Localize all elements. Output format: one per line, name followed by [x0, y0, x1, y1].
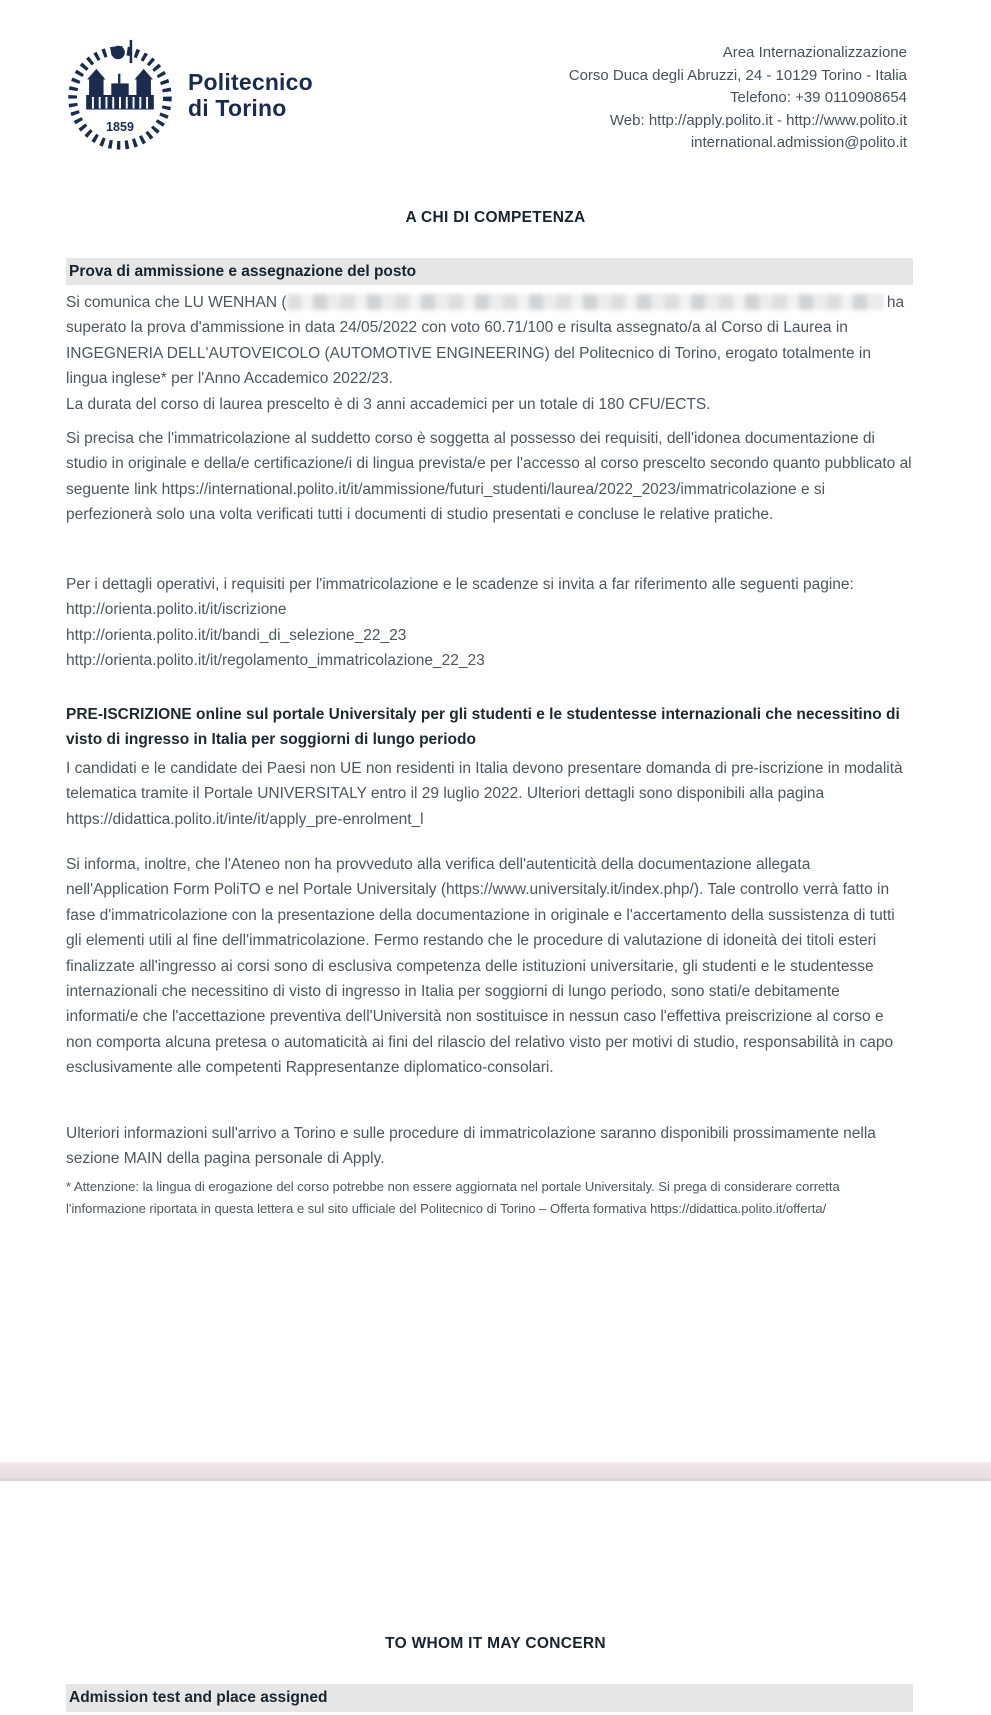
- paragraph-reference-pages-intro: Per i dettagli operativi, i requisiti per l'immatricolazione e le scadenze si invita a far riferimento alle seguenti pagine:: [66, 576, 854, 593]
- link-bandi-di-selezione[interactable]: http://orienta.polito.it/it/bandi_di_selezione_22_23: [66, 626, 407, 644]
- paragraph-admission-lead: Si comunica che LU WENHAN (: [66, 294, 287, 311]
- paragraph-admission-rest: ha superato la prova d'ammissione in data 24/05/2022 con voto 60.71/100 e risulta assegnato/a al Corso di Laurea in INGEGNERIA DELL'AUTOVEICOLO (AUTOMOTIVE ENGINEERING) del Politecnico di Torino, erogato totalmente in lingua inglese* per l'Anno Accademico 2022/23.: [66, 294, 905, 388]
- paragraph-arrival-info-text: Ulteriori informazioni sull'arrivo a Torino e sulle procedure di immatricolazione saranno disponibili prossimamente nella sezione MAIN della pagina personale di Apply.: [66, 1125, 876, 1168]
- contact-line-phone: Telefono: +39 0110908654: [730, 89, 907, 107]
- contact-line-department: Area Internazionalizzazione: [722, 44, 907, 61]
- paragraph-reference-pages: [66, 572, 913, 674]
- paragraph-document-verification: [66, 852, 913, 1081]
- page2-title: TO WHOM IT MAY CONCERN: [385, 1635, 606, 1652]
- university-logo: [62, 37, 313, 153]
- paragraph-universitaly-deadline-text: I candidati e le candidate dei Paesi non UE non residenti in Italia devono presentare domanda di pre-iscrizione in modalità telematica tramite il Portale UNIVERSITALY entro il 29 luglio 2022. Ulteriori dettagli sono disponibili alla pagina https://didattica.polito.it/inte/it/apply_pre-enrolment_l: [66, 760, 903, 828]
- paragraph-enrolment-requirements: [66, 426, 913, 528]
- section-header-admission-label: Admission test and place assigned: [69, 1689, 328, 1706]
- page-divider: [0, 1462, 991, 1481]
- redacted-personal-data: [287, 294, 883, 310]
- logo-year: 1859: [106, 119, 134, 134]
- heading-pre-iscrizione-text: PRE-ISCRIZIONE online sul portale Universitaly per gli studenti e le studentesse internazionali che necessitino di visto di ingresso in Italia per soggiorni di lungo periodo: [66, 706, 900, 749]
- footnote-language-warning: [66, 1176, 913, 1219]
- paragraph-enrolment-requirements-text: Si precisa che l'immatricolazione al suddetto corso è soggetta al possesso dei requisiti, dell'idonea documentazione di studio in originale e della/e certificazione/i di lingua prevista/e per l'accesso al corso prescelto secondo quanto pubblicato al seguente link https://international.polito.it/it/ammissione/futuri_studenti/laurea/2022_2023/immatricolazione e si perfezionerà solo una volta verificati tutti i documenti di studio presentati e concluse le relative pratiche.: [66, 430, 912, 524]
- paragraph-arrival-info: [66, 1121, 913, 1172]
- contact-line-web: Web: http://apply.polito.it - http://www.polito.it: [609, 111, 907, 129]
- section-header-label: Prova di ammissione e assegnazione del posto: [69, 262, 417, 280]
- contact-line-address: Corso Duca degli Abruzzi, 24 - 10129 Torino - Italia: [568, 66, 907, 84]
- contact-line-email: international.admission@polito.it: [690, 134, 907, 152]
- paragraph-course-duration: La durata del corso di laurea prescelto è di 3 anni accademici per un totale di 180 CFU/ECTS.: [66, 395, 711, 413]
- link-iscrizione[interactable]: http://orienta.polito.it/it/iscrizione: [66, 601, 287, 619]
- heading-pre-iscrizione: [66, 702, 913, 753]
- paragraph-admission-result: [66, 290, 913, 417]
- page1-title: A CHI DI COMPETENZA: [405, 209, 586, 226]
- logo-wordmark: [188, 69, 313, 121]
- link-regolamento-immatricolazione[interactable]: http://orienta.polito.it/it/regolamento_immatricolazione_22_23: [66, 652, 485, 670]
- paragraph-document-verification-text: Si informa, inoltre, che l'Ateneo non ha provveduto alla verifica dell'autenticità della documentazione allegata nell'Application Form PoliTO e nel Portale Universitaly (https://www.universitaly.it/index.php/). Tale controllo verrà fatto in fase d'immatricolazione con la presentazione della documentazione in originale e l'accertamento della sussistenza di tutti gli elementi utili al fine dell'immatricolazione. Fermo restando che le procedure di valutazione di idoneità dei titoli esteri finalizzate all'ingresso ai corsi sono di esclusiva competenza delle istituzioni universitarie, gli studenti e le studentesse internazionali che necessitino di visto di ingresso in Italia per soggiorni di lungo periodo, sono stati/e debitamente informati/e che l'accettazione preventiva dell'Università non sostituisce in nessun caso l'effettiva preiscrizione al corso e non comporta alcuna pretesa o automaticità ai fini del rilascio del relativo visto per motivi di studio, responsabilità in capo esclusivamente alle competenti Rappresentanze diplomatico-consolari.: [66, 856, 895, 1077]
- contact-info: [569, 42, 907, 155]
- politecnico-emblem-icon: [62, 37, 178, 153]
- paragraph-universitaly-deadline: [66, 756, 913, 832]
- footnote-language-warning-text: * Attenzione: la lingua di erogazione del corso potrebbe non essere aggiornata nel portale Universitaly. Si prega di considerare corretta l'informazione riportata in questa lettera e sul sito ufficiale del Politecnico di Torino – Offerta formativa https://didattica.polito.it/offerta/: [66, 1179, 840, 1216]
- logo-wordmark-line1: Politecnico: [188, 69, 313, 95]
- logo-wordmark-line2: di Torino: [188, 95, 287, 121]
- section-header-prova-ammissione: [66, 258, 913, 285]
- section-header-admission-test: [66, 1684, 913, 1712]
